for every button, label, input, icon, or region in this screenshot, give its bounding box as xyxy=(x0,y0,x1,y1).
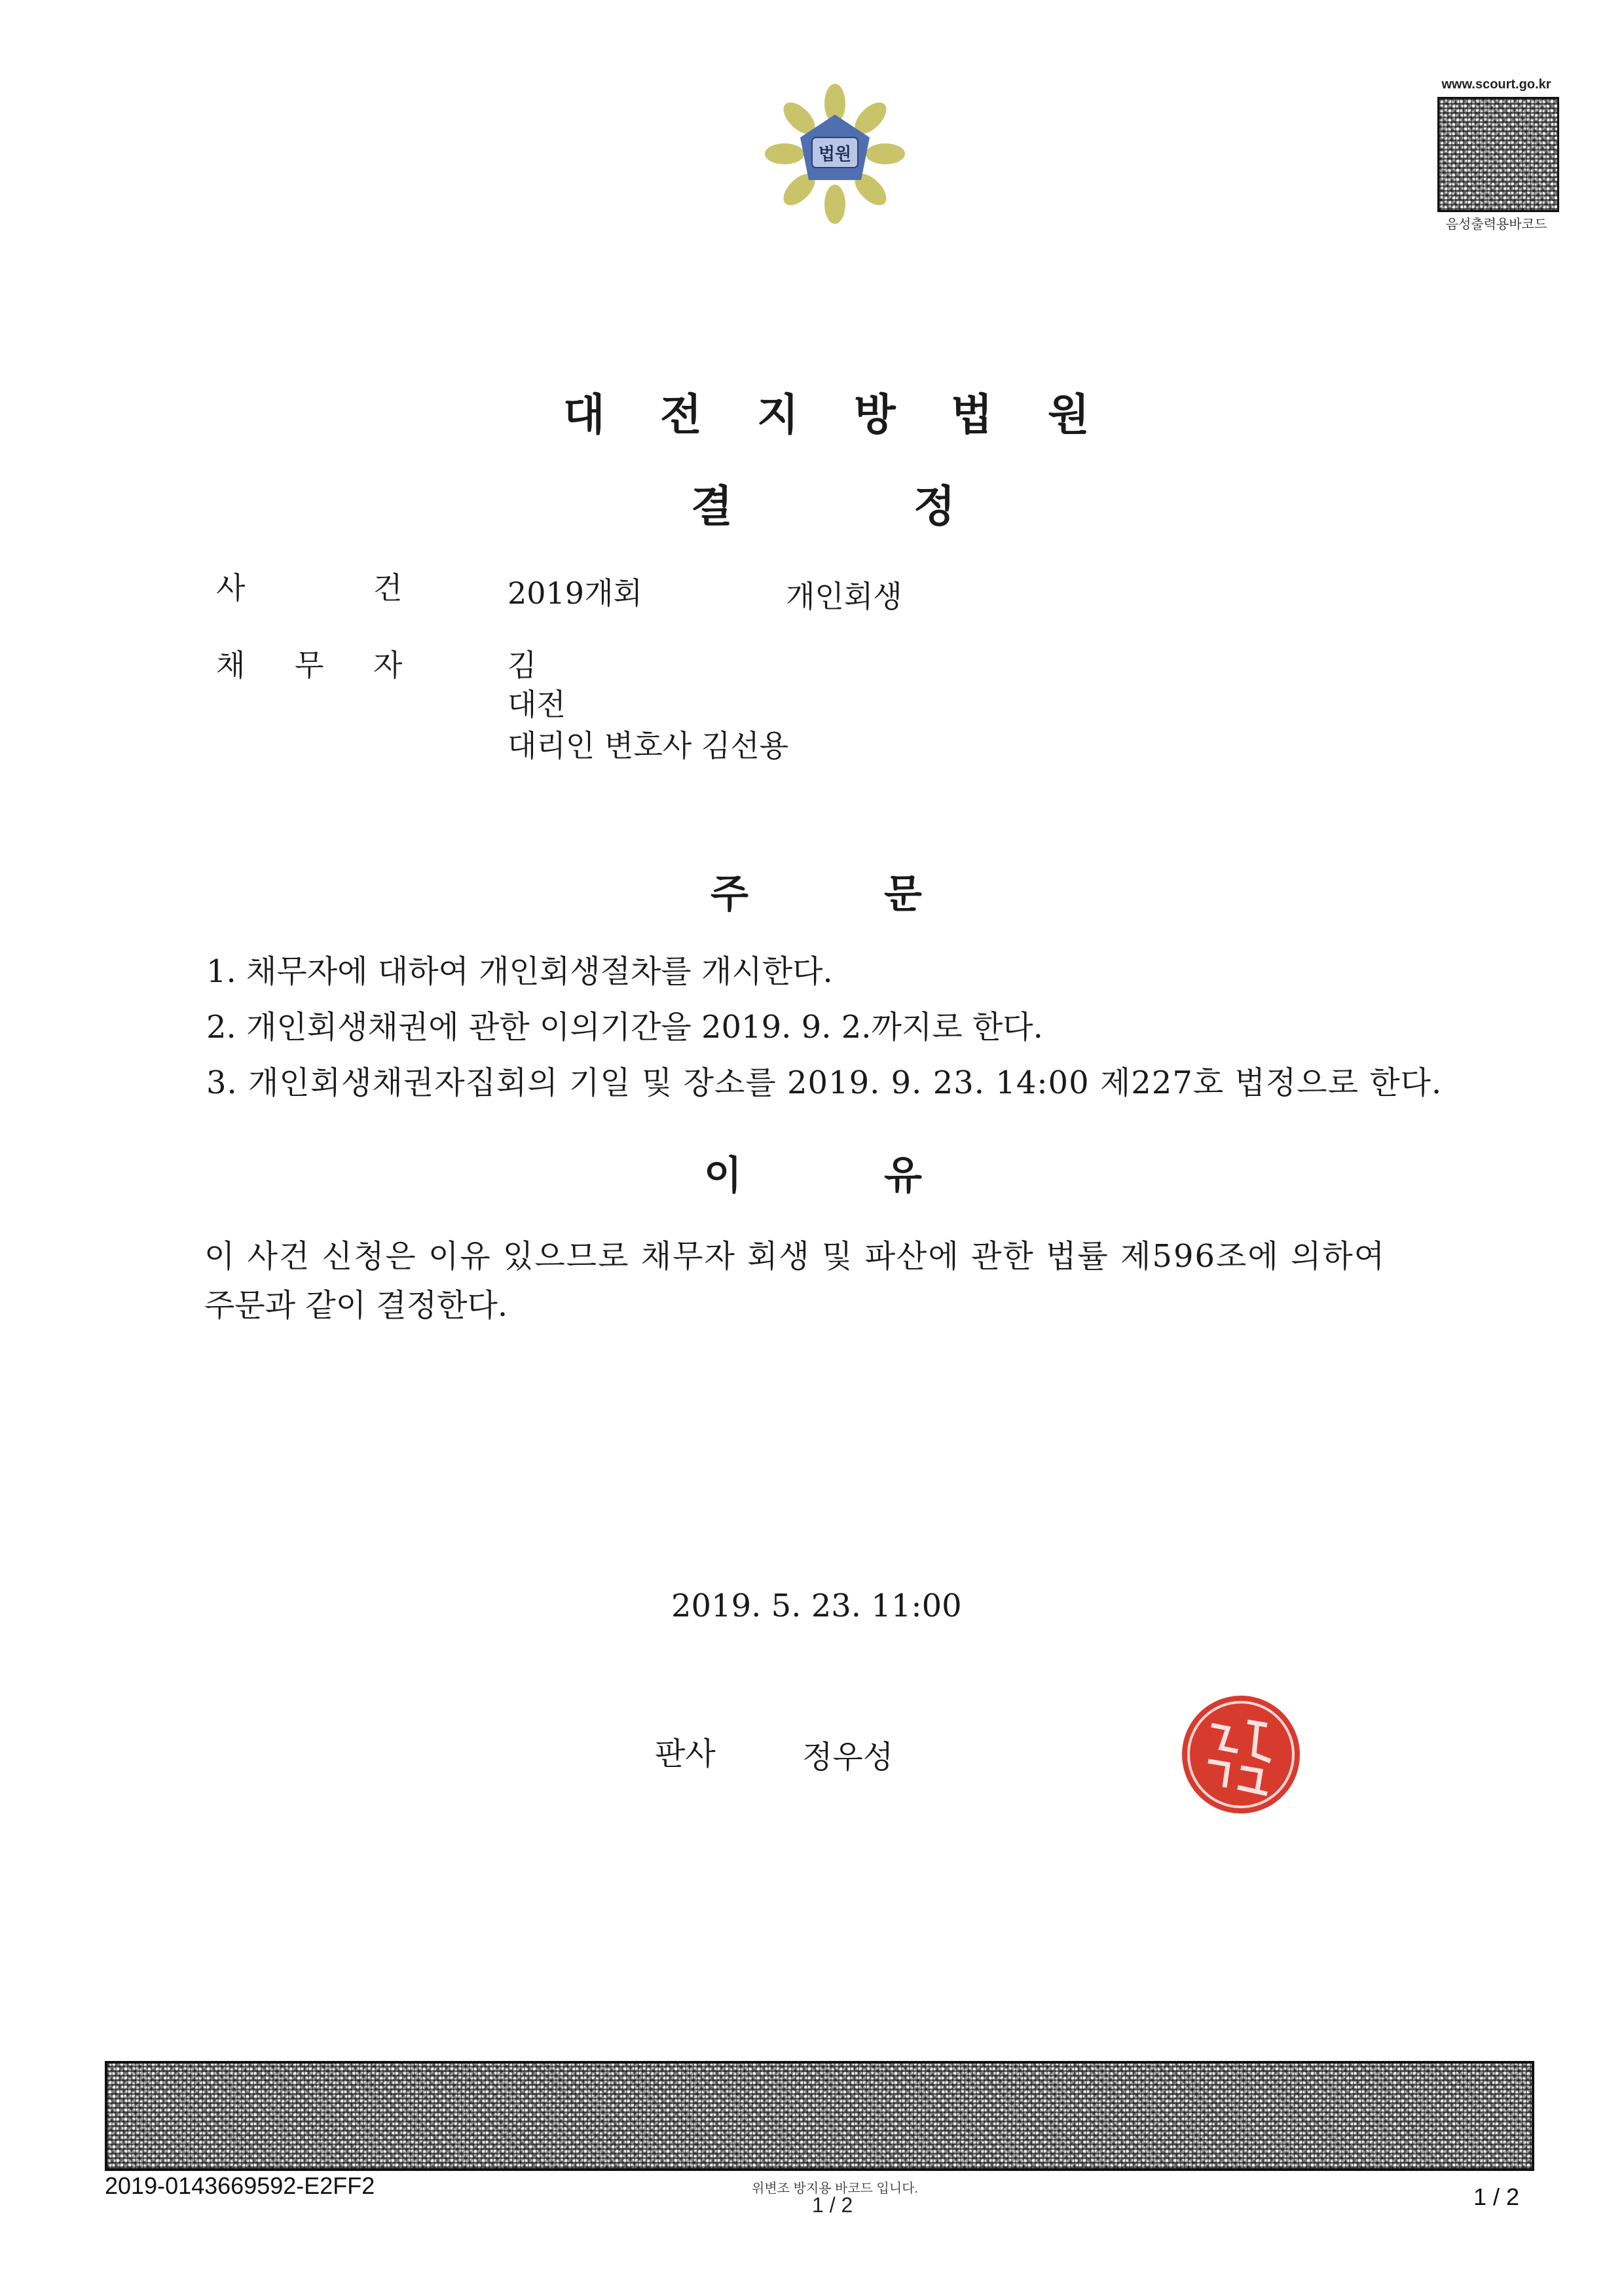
reason-heading-char: 이 xyxy=(704,1153,742,1199)
court-name-char: 법 xyxy=(951,389,993,440)
order-heading-char: 주 xyxy=(710,871,748,917)
judge-seal xyxy=(1175,1689,1306,1820)
order-heading-char: 문 xyxy=(884,871,922,917)
debtor-label-char: 무 xyxy=(295,647,324,683)
case-type: 개인회생 xyxy=(786,579,902,614)
document-title-char: 정 xyxy=(913,481,955,532)
voice-output-barcode xyxy=(1437,97,1559,212)
barcode-url: www.scourt.go.kr xyxy=(1441,77,1551,92)
debtor-name: 김 xyxy=(507,647,537,683)
judge-name: 정우성 xyxy=(802,1739,894,1776)
page-number-center: 1 / 2 xyxy=(812,2193,853,2217)
judge-title: 판사 xyxy=(655,1736,716,1772)
case-label-char: 사 xyxy=(216,570,246,606)
anti-forgery-note: 위변조 방지용 바코드 입니다. xyxy=(752,2181,919,2196)
case-number: 2019개회 xyxy=(507,575,642,611)
reason-line: 이 사건 신청은 이유 있으므로 채무자 회생 및 파산에 관한 법률 제596조에 의하여 xyxy=(204,1238,1386,1275)
debtor-address: 대전 xyxy=(507,687,566,722)
order-item: 3. 개인회생채권자집회의 기일 및 장소를 2019. 9. 23. 14:00 제227호 법정으로 한다. xyxy=(206,1065,1443,1101)
emblem-text: 법원 xyxy=(818,144,852,164)
page-number-right: 1 / 2 xyxy=(1473,2183,1520,2210)
barcode-caption: 음성출력용바코드 xyxy=(1445,217,1547,232)
reason-line: 주문과 같이 결정한다. xyxy=(204,1287,508,1324)
anti-forgery-barcode xyxy=(105,2061,1534,2171)
court-name-char: 대 xyxy=(563,389,605,440)
debtor-label-char: 채 xyxy=(216,647,246,683)
court-emblem xyxy=(760,79,910,229)
order-item: 2. 개인회생채권에 관한 이의기간을 2019. 9. 2.까지로 한다. xyxy=(206,1009,1043,1046)
debtor-agent: 대리인 변호사 김선용 xyxy=(507,728,789,763)
court-name-char: 전 xyxy=(660,389,702,440)
document-id: 2019-0143669592-E2FF2 xyxy=(105,2172,375,2199)
reason-heading-char: 유 xyxy=(884,1153,922,1199)
case-label xyxy=(216,564,413,604)
decision-datetime: 2019. 5. 23. 11:00 xyxy=(671,1588,962,1624)
court-name-char: 방 xyxy=(854,389,896,440)
court-name-char: 지 xyxy=(757,389,799,440)
court-name-char: 원 xyxy=(1048,389,1090,440)
debtor-label-char: 자 xyxy=(373,647,403,683)
order-item: 1. 채무자에 대하여 개인회생절차를 개시한다. xyxy=(206,953,833,990)
debtor-label xyxy=(216,642,413,681)
case-label-char: 건 xyxy=(373,570,403,606)
seal-stamp-icon xyxy=(1175,1689,1306,1820)
document-title-char: 결 xyxy=(691,481,733,532)
